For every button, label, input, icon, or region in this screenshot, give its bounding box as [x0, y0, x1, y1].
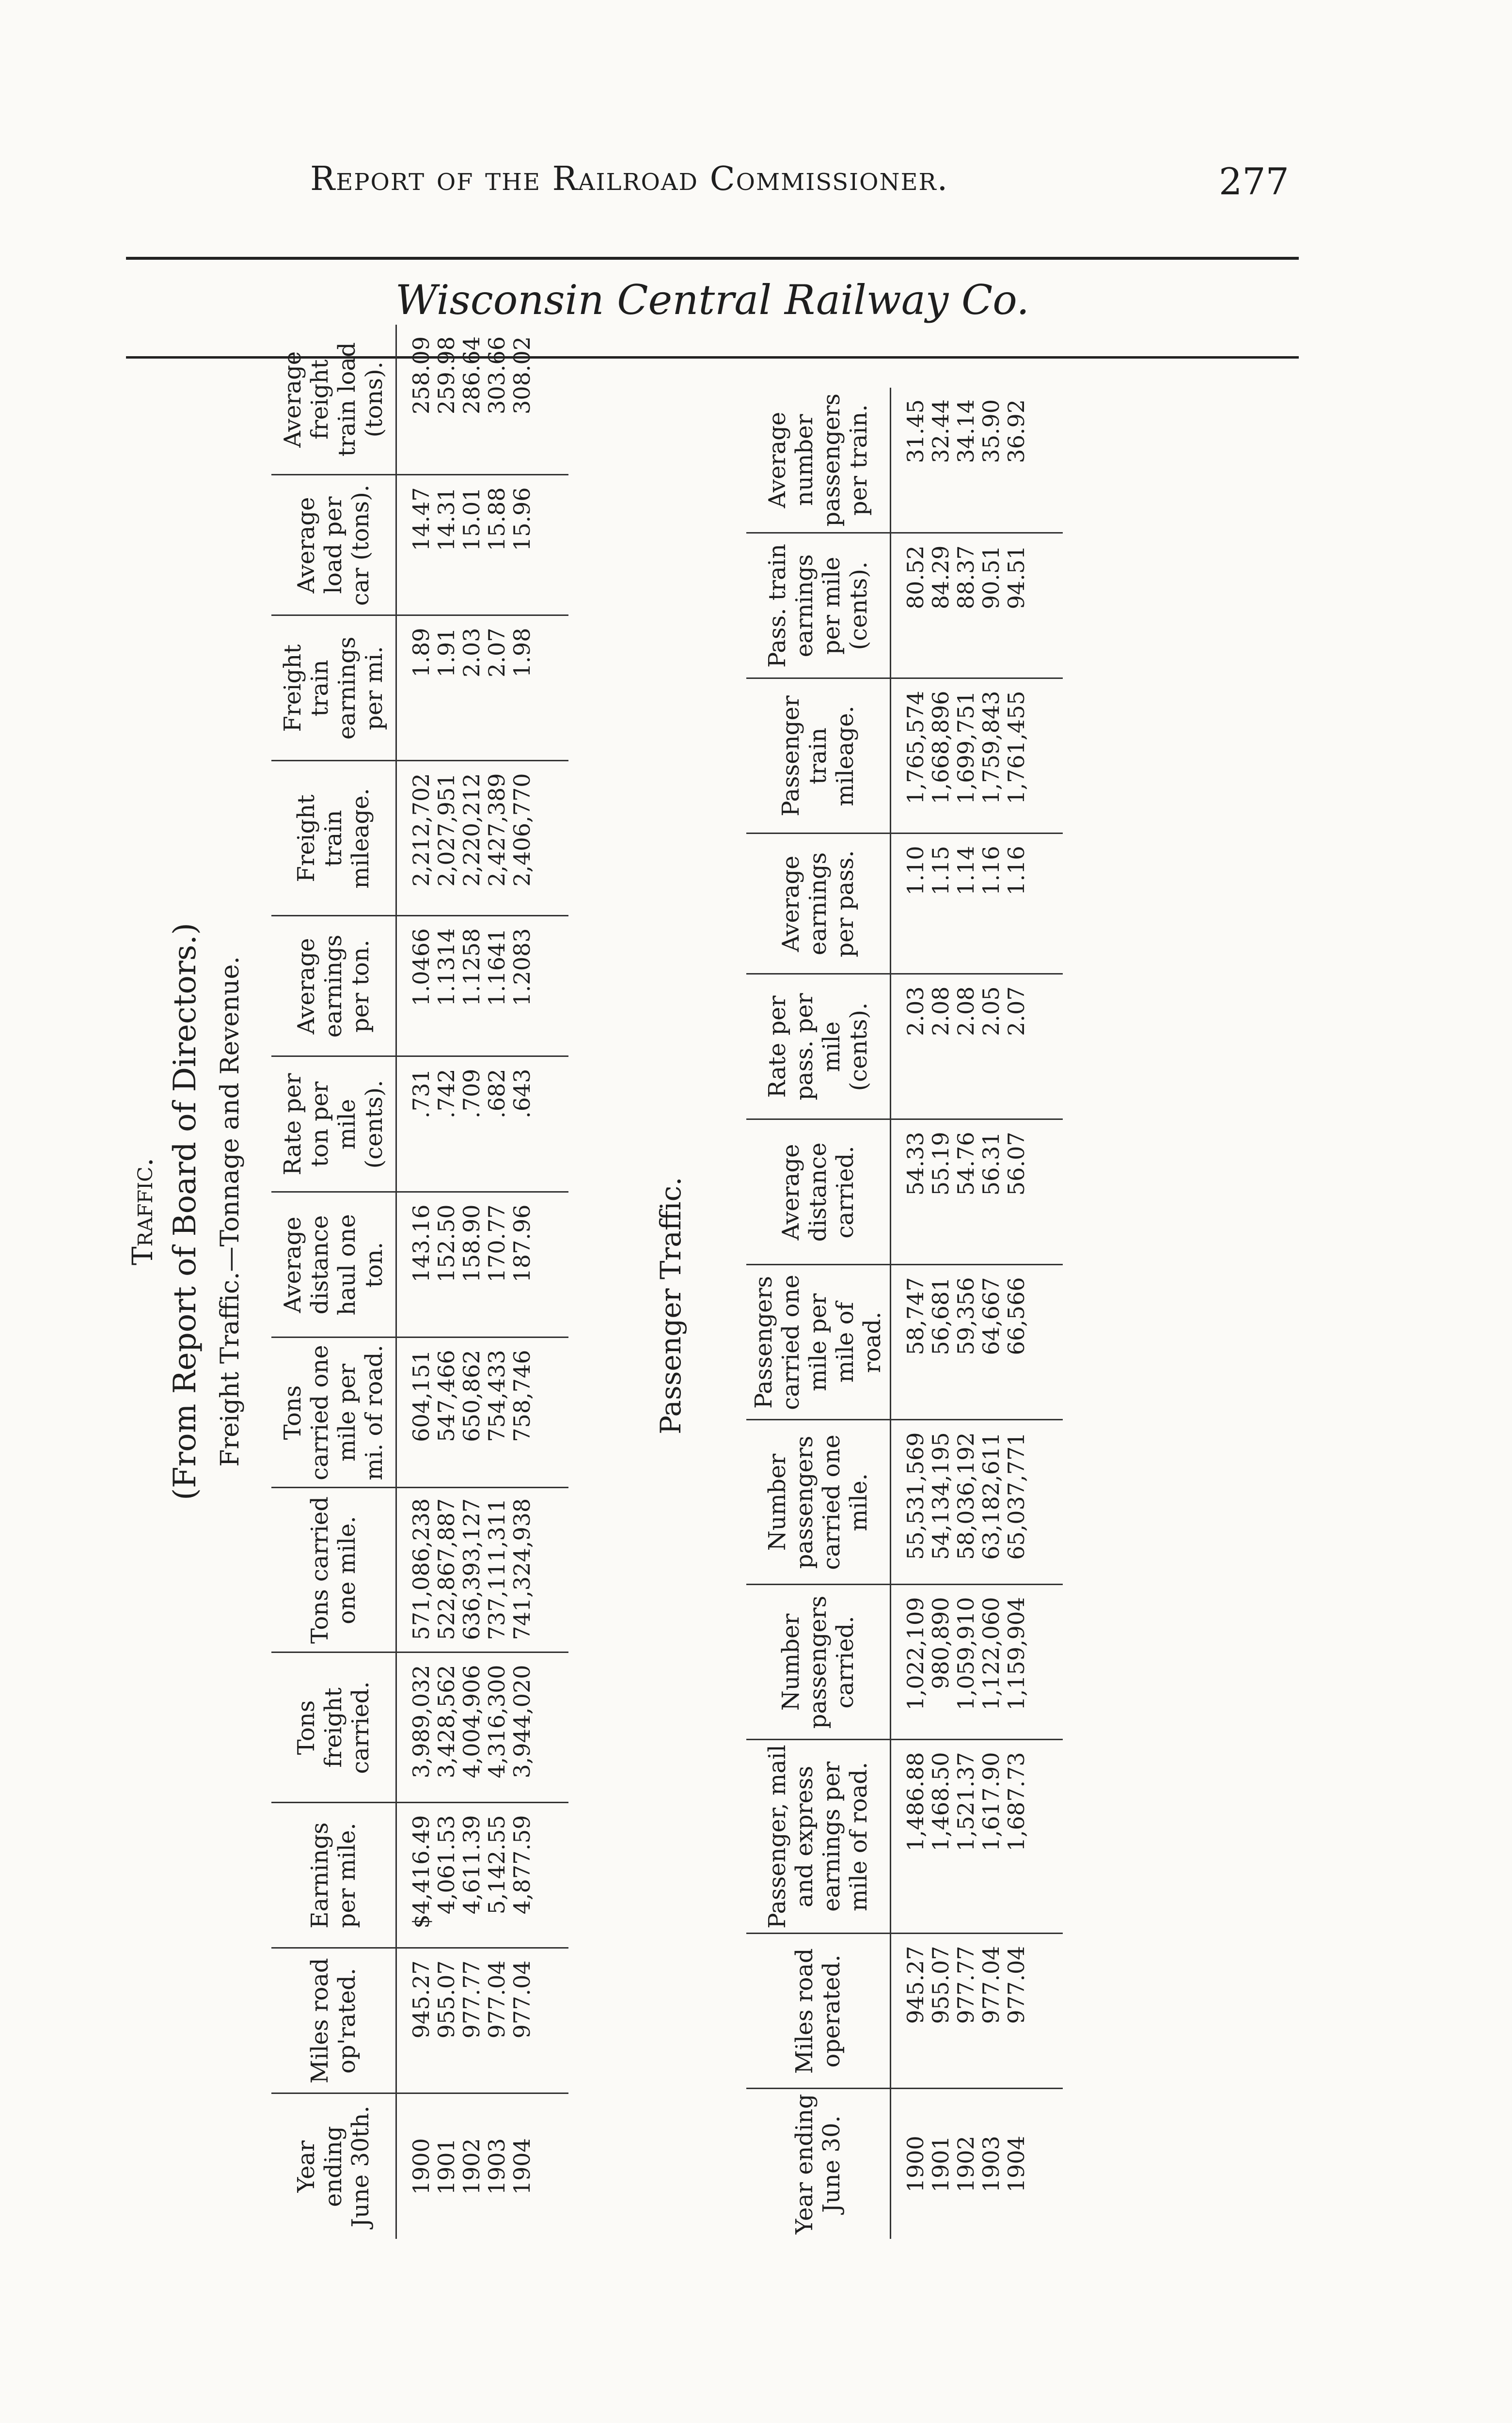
- passenger-cell: 1.16: [978, 834, 1004, 974]
- freight-cell: 4,004,906: [459, 1652, 484, 1803]
- passenger-cell: 1901: [928, 2136, 954, 2193]
- passenger-spacer-cell: [891, 974, 903, 1119]
- freight-column-header: Average distance haul one ton.: [271, 1192, 396, 1337]
- passenger-cell: 64,667: [978, 1265, 1004, 1420]
- passenger-tail-cell: [1029, 1119, 1063, 1265]
- passenger-spacer-cell: [891, 533, 903, 678]
- freight-cell: 2,027,951: [434, 761, 459, 916]
- passenger-column-header: Year ending June 30.: [746, 2089, 891, 2239]
- freight-cell: 1.1641: [484, 916, 509, 1056]
- passenger-cell: 1,699,751: [953, 678, 978, 834]
- freight-table-row: [484, 325, 509, 2239]
- freight-column-header: Tons carried one mile.: [271, 1488, 396, 1652]
- passenger-cell: 2.07: [1004, 974, 1029, 1119]
- passenger-tail-cell: [1029, 1420, 1063, 1585]
- passenger-table-row: [928, 388, 953, 2239]
- passenger-cell: 1.16: [1004, 834, 1029, 974]
- freight-column-header: Average freight train load (tons).: [271, 325, 396, 475]
- freight-tail-cell: [535, 475, 568, 615]
- freight-cell: 977.04: [509, 1948, 535, 2093]
- passenger-column-header: Miles road operated.: [746, 1934, 891, 2089]
- passenger-cell: 1,759,843: [978, 678, 1004, 834]
- freight-cell: 3,989,032: [409, 1652, 434, 1803]
- passenger-cell: 1,022,109: [903, 1585, 928, 1740]
- passenger-column-header: Passenger train mileage.: [746, 678, 891, 834]
- passenger-cell: 34.14: [953, 388, 978, 533]
- passenger-cell: 58,036,192: [953, 1420, 978, 1585]
- freight-cell: $4,416.49: [409, 1803, 434, 1948]
- passenger-cell: 2.08: [953, 974, 978, 1119]
- passenger-table-row: [978, 388, 1004, 2239]
- passenger-spacer-row: [891, 388, 903, 2239]
- passenger-spacer-cell: [891, 1119, 903, 1265]
- passenger-cell: 56.31: [978, 1119, 1004, 1265]
- freight-tail-cell: [535, 615, 568, 761]
- freight-spacer-cell: [396, 1488, 409, 1652]
- passenger-cell: 63,182,611: [978, 1420, 1004, 1585]
- passenger-column-header: Number passengers carried.: [746, 1585, 891, 1740]
- freight-column-header: Tons freight carried.: [271, 1652, 396, 1803]
- freight-cell: 1.0466: [409, 916, 434, 1056]
- freight-cell: 1.98: [509, 615, 535, 761]
- passenger-cell: 1,521.37: [953, 1740, 978, 1934]
- freight-cell: 143.16: [409, 1192, 434, 1337]
- passenger-cell: 1.15: [928, 834, 953, 974]
- freight-table-rotated: [271, 325, 611, 2239]
- freight-caption: Freight Traffic.—Tonnage and Revenue.: [216, 956, 245, 1467]
- freight-spacer-cell: [396, 615, 409, 761]
- passenger-spacer-cell: [891, 2089, 903, 2239]
- freight-cell: 4,316,300: [484, 1652, 509, 1803]
- freight-tail-cell: [535, 1488, 568, 1652]
- freight-cell: 2,220,212: [459, 761, 484, 916]
- freight-cell: 14.47: [409, 475, 434, 615]
- passenger-spacer-cell: [891, 678, 903, 834]
- passenger-cell: 1900: [902, 2136, 929, 2193]
- freight-spacer-cell: [396, 1337, 409, 1488]
- freight-column-header: Freight train mileage.: [271, 761, 396, 916]
- freight-column-header: Miles road op'rated.: [271, 1948, 396, 2093]
- freight-tail-cell: [535, 916, 568, 1056]
- passenger-cell: 2.08: [928, 974, 953, 1119]
- passenger-cell: 1,765,574: [903, 678, 928, 834]
- freight-cell: 636,393,127: [459, 1488, 484, 1652]
- freight-cell: 741,324,938: [509, 1488, 535, 1652]
- passenger-table-rotated: [746, 388, 1086, 2239]
- freight-cell: 170.77: [484, 1192, 509, 1337]
- passenger-cell: 2.05: [978, 974, 1004, 1119]
- passenger-cell: 1.14: [953, 834, 978, 974]
- freight-cell: 1.89: [409, 615, 434, 761]
- company-title: Wisconsin Central Railway Co.: [395, 276, 1030, 324]
- freight-cell: .709: [459, 1056, 484, 1192]
- freight-cell: 945.27: [409, 1948, 434, 2093]
- freight-cell: 158.90: [459, 1192, 484, 1337]
- freight-column-header: Average load per car (tons).: [271, 475, 396, 615]
- freight-cell: 258.09: [409, 325, 434, 475]
- freight-cell: 187.96: [509, 1192, 535, 1337]
- passenger-cell: 56,681: [928, 1265, 953, 1420]
- freight-column-header: Freight train earnings per mi.: [271, 615, 396, 761]
- freight-tail-cell: [535, 1337, 568, 1488]
- freight-cell: 152.50: [434, 1192, 459, 1337]
- passenger-cell: 1,668,896: [928, 678, 953, 834]
- passenger-cell: 1,059,910: [953, 1585, 978, 1740]
- passenger-tail-cell: [1029, 388, 1063, 533]
- passenger-tail-row: [1029, 388, 1063, 2239]
- passenger-spacer-cell: [891, 1585, 903, 1740]
- running-title: Report of the Railroad Commissioner.: [310, 160, 949, 198]
- passenger-table-row: [953, 388, 978, 2239]
- passenger-cell: 955.07: [928, 1934, 953, 2089]
- passenger-column-header: Average earnings per pass.: [746, 834, 891, 974]
- freight-cell: 977.77: [459, 1948, 484, 2093]
- freight-cell: 5,142.55: [484, 1803, 509, 1948]
- passenger-cell: 84.29: [928, 533, 953, 678]
- freight-spacer-cell: [396, 325, 409, 475]
- passenger-spacer-cell: [891, 1420, 903, 1585]
- passenger-cell: 1902: [953, 2136, 979, 2193]
- freight-tail-cell: [535, 2093, 568, 2239]
- passenger-cell: 58,747: [903, 1265, 928, 1420]
- passenger-cell: 1.10: [903, 834, 928, 974]
- passenger-cell: 1,486.88: [903, 1740, 928, 1934]
- freight-table-row: [509, 325, 535, 2239]
- freight-column-header: Earnings per mile.: [271, 1803, 396, 1948]
- passenger-cell: 977.04: [1004, 1934, 1029, 2089]
- passenger-cell: 66,566: [1004, 1265, 1029, 1420]
- passenger-cell: 1904: [1003, 2136, 1029, 2193]
- passenger-column-header: Passenger, mail and express earnings per mile of road.: [746, 1740, 891, 1934]
- freight-cell: 758,746: [509, 1337, 535, 1488]
- freight-cell: .731: [409, 1056, 434, 1192]
- passenger-cell: 945.27: [903, 1934, 928, 2089]
- freight-cell: 754,433: [484, 1337, 509, 1488]
- passenger-cell: 1,687.73: [1004, 1740, 1029, 1934]
- freight-tail-cell: [535, 1803, 568, 1948]
- freight-cell: 1.2083: [509, 916, 535, 1056]
- passenger-tail-cell: [1029, 678, 1063, 834]
- traffic-captions: [126, 426, 271, 1997]
- freight-tail-cell: [535, 1056, 568, 1192]
- passenger-cell: 54,134,195: [928, 1420, 953, 1585]
- passenger-tail-cell: [1029, 533, 1063, 678]
- freight-cell: 2.07: [484, 615, 509, 761]
- freight-cell: 955.07: [434, 1948, 459, 2093]
- passenger-column-header: Number passengers carried one mile.: [746, 1420, 891, 1585]
- freight-cell: 604,151: [409, 1337, 434, 1488]
- page-number: 277: [1218, 160, 1289, 203]
- passenger-cell: 35.90: [978, 388, 1004, 533]
- freight-column-header: Average earnings per ton.: [271, 916, 396, 1056]
- freight-spacer-cell: [396, 1948, 409, 2093]
- passenger-spacer-cell: [891, 1934, 903, 2089]
- freight-cell: 14.31: [434, 475, 459, 615]
- passenger-cell: 56.07: [1004, 1119, 1029, 1265]
- freight-cell: 3,944,020: [509, 1652, 535, 1803]
- freight-spacer-row: [396, 325, 409, 2239]
- passenger-cell: 59,356: [953, 1265, 978, 1420]
- passenger-cell: 977.04: [978, 1934, 1004, 2089]
- passenger-cell: 980,890: [928, 1585, 953, 1740]
- freight-header-row: [271, 325, 396, 2239]
- passenger-cell: 1,159,904: [1004, 1585, 1029, 1740]
- freight-cell: 737,111,311: [484, 1488, 509, 1652]
- passenger-table-row: [1004, 388, 1029, 2239]
- passenger-cell: 54.33: [903, 1119, 928, 1265]
- passenger-table: [746, 388, 1063, 2239]
- freight-cell: 4,611.39: [459, 1803, 484, 1948]
- freight-cell: 2,212,702: [409, 761, 434, 916]
- passenger-spacer-cell: [891, 1740, 903, 1934]
- passenger-cell: 1,617.90: [978, 1740, 1004, 1934]
- freight-cell: 15.88: [484, 475, 509, 615]
- freight-spacer-cell: [396, 1056, 409, 1192]
- passenger-cell: 977.77: [953, 1934, 978, 2089]
- freight-cell: .742: [434, 1056, 459, 1192]
- freight-cell: 2.03: [459, 615, 484, 761]
- freight-cell: 522,867,887: [434, 1488, 459, 1652]
- freight-column-header: Tons carried one mile per mi. of road.: [271, 1337, 396, 1488]
- passenger-cell: 88.37: [953, 533, 978, 678]
- passenger-cell: 1903: [978, 2136, 1004, 2193]
- freight-cell: 15.01: [459, 475, 484, 615]
- passenger-spacer-cell: [891, 834, 903, 974]
- passenger-column-header: Pass. train earnings per mile (cents).: [746, 533, 891, 678]
- freight-cell: 1900: [408, 2138, 434, 2195]
- freight-cell: 1904: [509, 2138, 535, 2195]
- passenger-cell: 55,531,569: [903, 1420, 928, 1585]
- freight-tail-cell: [535, 1192, 568, 1337]
- freight-cell: 3,428,562: [434, 1652, 459, 1803]
- freight-cell: 15.96: [509, 475, 535, 615]
- freight-cell: 547,466: [434, 1337, 459, 1488]
- traffic-title: Traffic.: [126, 1157, 159, 1266]
- traffic-subtitle: (From Report of Board of Directors.): [167, 923, 203, 1500]
- header-rule: [126, 257, 1299, 260]
- freight-table: [271, 325, 568, 2239]
- freight-cell: 571,086,238: [409, 1488, 434, 1652]
- passenger-column-header: Passengers carried one mile per mile of road.: [746, 1265, 891, 1420]
- passenger-table-row: [903, 388, 928, 2239]
- freight-cell: 1901: [433, 2138, 459, 2195]
- passenger-tail-cell: [1029, 834, 1063, 974]
- freight-spacer-cell: [396, 1652, 409, 1803]
- passenger-spacer-cell: [891, 1265, 903, 1420]
- freight-cell: 1.91: [434, 615, 459, 761]
- passenger-tail-cell: [1029, 1585, 1063, 1740]
- passenger-tail-cell: [1029, 1934, 1063, 2089]
- passenger-column-header: Rate per pass. per mile (cents).: [746, 974, 891, 1119]
- passenger-tail-cell: [1029, 974, 1063, 1119]
- freight-cell: 1.1314: [434, 916, 459, 1056]
- freight-tail-cell: [535, 1948, 568, 2093]
- passenger-cell: 1,122,060: [978, 1585, 1004, 1740]
- freight-column-header: Rate per ton per mile (cents).: [271, 1056, 396, 1192]
- freight-cell: 4,877.59: [509, 1803, 535, 1948]
- passenger-cell: 65,037,771: [1004, 1420, 1029, 1585]
- freight-cell: .643: [509, 1056, 535, 1192]
- passenger-cell: 32.44: [928, 388, 953, 533]
- freight-spacer-cell: [396, 1803, 409, 1948]
- freight-tail-row: [535, 325, 568, 2239]
- passenger-tail-cell: [1029, 1740, 1063, 1934]
- freight-spacer-cell: [396, 2093, 409, 2239]
- freight-cell: 1902: [458, 2138, 485, 2195]
- freight-table-row: [459, 325, 484, 2239]
- freight-tail-cell: [535, 1652, 568, 1803]
- passenger-header-row: [746, 388, 891, 2239]
- passenger-caption-wrap: [654, 1177, 693, 1434]
- passenger-column-header: Average number passengers per train.: [746, 388, 891, 533]
- page-header: [310, 160, 1289, 218]
- freight-cell: 4,061.53: [434, 1803, 459, 1948]
- freight-cell: 650,862: [459, 1337, 484, 1488]
- freight-tail-cell: [535, 325, 568, 475]
- freight-spacer-cell: [396, 475, 409, 615]
- freight-table-row: [434, 325, 459, 2239]
- passenger-column-header: Average distance carried.: [746, 1119, 891, 1265]
- passenger-cell: 1,761,455: [1004, 678, 1029, 834]
- passenger-tail-cell: [1029, 1265, 1063, 1420]
- passenger-cell: 1,468.50: [928, 1740, 953, 1934]
- freight-cell: 977.04: [484, 1948, 509, 2093]
- freight-cell: 259.98: [434, 325, 459, 475]
- passenger-cell: 36.92: [1004, 388, 1029, 533]
- freight-column-header: Year ending June 30th.: [271, 2093, 396, 2239]
- freight-cell: 1.1258: [459, 916, 484, 1056]
- freight-spacer-cell: [396, 1192, 409, 1337]
- freight-cell: 286.64: [459, 325, 484, 475]
- freight-table-row: [409, 325, 434, 2239]
- freight-cell: 308.02: [509, 325, 535, 475]
- passenger-spacer-cell: [891, 388, 903, 533]
- passenger-cell: 90.51: [978, 533, 1004, 678]
- freight-cell: 1903: [484, 2138, 510, 2195]
- passenger-cell: 2.03: [903, 974, 928, 1119]
- passenger-tail-cell: [1029, 2089, 1063, 2239]
- freight-cell: .682: [484, 1056, 509, 1192]
- freight-cell: 2,406,770: [509, 761, 535, 916]
- passenger-cell: 80.52: [903, 533, 928, 678]
- passenger-caption: Passenger Traffic.: [654, 1177, 687, 1434]
- passenger-cell: 94.51: [1004, 533, 1029, 678]
- freight-cell: 303.66: [484, 325, 509, 475]
- passenger-cell: 55.19: [928, 1119, 953, 1265]
- freight-tail-cell: [535, 761, 568, 916]
- passenger-cell: 31.45: [903, 388, 928, 533]
- freight-spacer-cell: [396, 916, 409, 1056]
- freight-spacer-cell: [396, 761, 409, 916]
- passenger-cell: 54.76: [953, 1119, 978, 1265]
- freight-cell: 2,427,389: [484, 761, 509, 916]
